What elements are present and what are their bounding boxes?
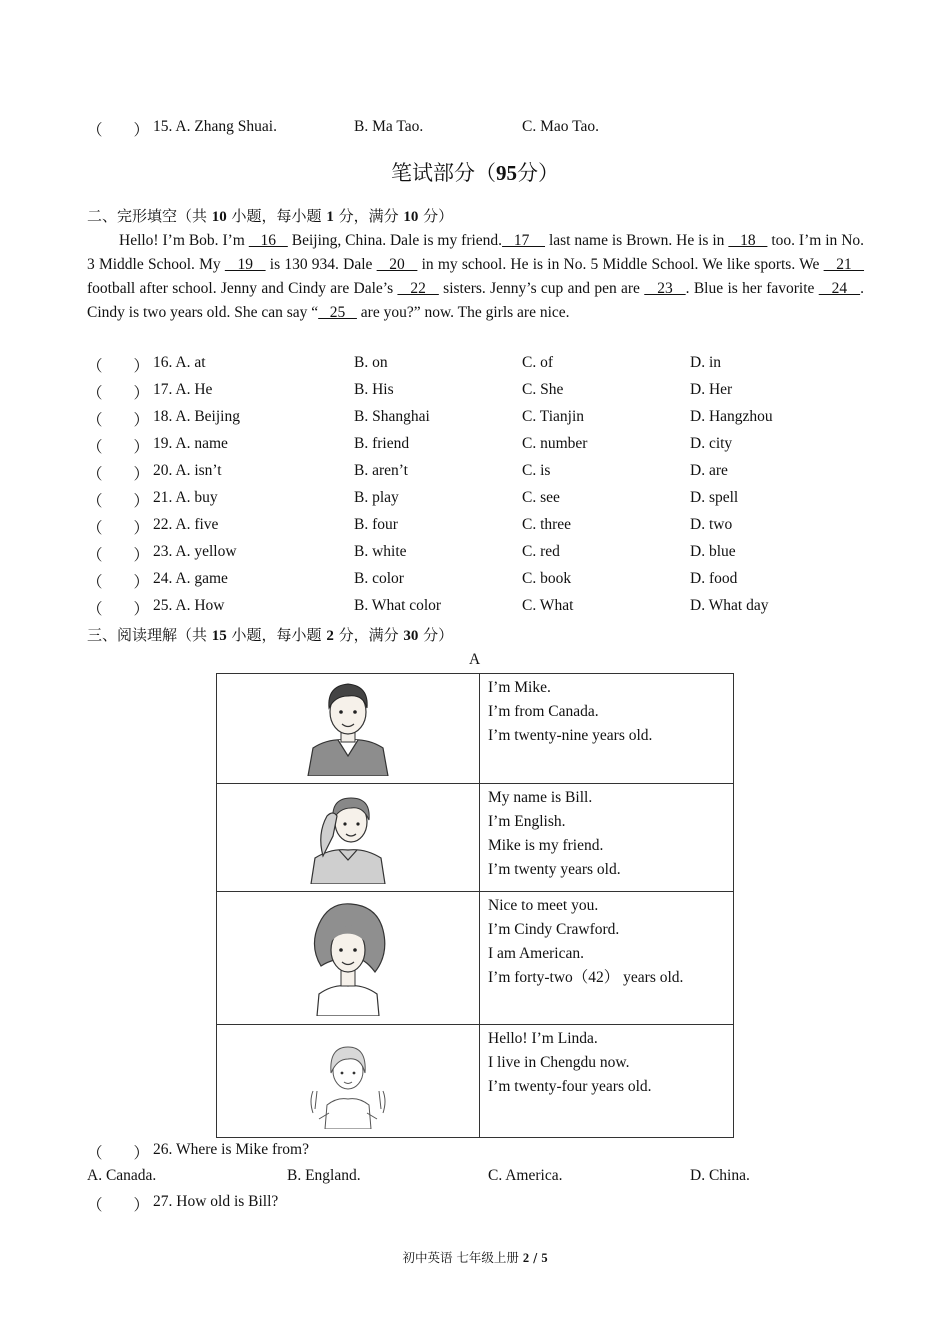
option-b: B. color [354,570,404,587]
blank-18[interactable]: 18 [728,232,768,249]
part-a-label: A [469,651,481,668]
answer-paren[interactable]: （ ） [87,385,150,402]
table-row [217,674,734,784]
q15-option-a: 15. A. Zhang Shuai. [153,118,277,135]
option-a: 18. A. Beijing [153,408,240,425]
option-c: C. three [522,516,572,533]
answer-paren[interactable]: （ ） [87,574,150,591]
option-d: D. Her [690,381,733,398]
blank-24[interactable]: 24 [818,280,861,297]
blank-19[interactable]: 19 [224,256,266,273]
option-b: B. aren’t [354,462,408,479]
section3-heading: 三、阅读理解（共 15 小题，每小题 2 分，满分 30 分） [87,626,454,644]
woman-portrait-icon [303,896,393,1016]
people-table [216,673,734,1138]
q15-option-c: C. Mao Tao. [522,118,599,135]
q26-option-b: B. England. [287,1167,361,1184]
option-d: D. food [690,570,738,587]
option-d: D. spell [690,489,739,506]
option-a: 24. A. game [153,570,228,587]
girl-portrait-icon [303,1029,393,1129]
blank-25[interactable]: 25 [318,304,357,321]
answer-paren[interactable]: （ ） [87,1197,150,1214]
portrait-cell [217,784,480,892]
option-a: 25. A. How [153,597,225,614]
option-c: C. What [522,597,574,614]
q26-option-c: C. America. [488,1167,563,1184]
person-text: Hello! I’m Linda. I live in Chengdu now. I’m twenty-four years old. [480,1025,734,1138]
man-portrait-icon [303,676,393,776]
person-text: I’m Mike. I’m from Canada. I’m twenty-nine years old. [480,674,734,784]
option-b: B. friend [354,435,410,452]
blank-17[interactable]: 17 [502,232,546,249]
answer-paren[interactable]: （ ） [87,439,150,456]
option-d: D. blue [690,543,736,560]
option-c: C. number [522,435,588,452]
q15-row [87,118,149,140]
answer-paren[interactable]: （ ） [87,466,150,483]
option-a: 17. A. He [153,381,213,398]
option-d: D. two [690,516,733,533]
answer-paren[interactable]: （ ） [87,358,150,375]
option-a: 22. A. five [153,516,219,533]
person-text: Nice to meet you. I’m Cindy Crawford. I am American. I’m forty-two（42） years old. [480,892,734,1025]
option-c: C. book [522,570,572,587]
answer-paren[interactable]: （ ） [87,412,150,429]
person-text: My name is Bill. I’m English. Mike is my friend. I’m twenty years old. [480,784,734,892]
option-b: B. play [354,489,399,506]
option-b: B. on [354,354,388,371]
option-d: D. are [690,462,728,479]
answer-paren[interactable]: （ ） [87,1145,150,1162]
answer-paren[interactable]: （ ） [87,520,150,537]
option-c: C. see [522,489,560,506]
option-b: B. His [354,381,394,398]
option-c: C. red [522,543,560,560]
option-b: B. Shanghai [354,408,430,425]
answer-paren[interactable]: （ ） [87,601,150,618]
option-d: D. city [690,435,733,452]
option-a: 19. A. name [153,435,228,452]
portrait-cell [217,892,480,1025]
blank-20[interactable]: 20 [376,256,418,273]
blank-22[interactable]: 22 [397,280,439,297]
option-c: C. She [522,381,564,398]
option-d: D. What day [690,597,769,614]
portrait-cell [217,1025,480,1138]
table-row [217,1025,734,1138]
option-d: D. in [690,354,721,371]
page-title: 笔试部分（95分） [391,161,559,185]
q15-option-b: B. Ma Tao. [354,118,424,135]
table-row [217,784,734,892]
answer-paren[interactable]: （ ） [87,547,150,564]
option-c: C. Tianjin [522,408,585,425]
q26-option-a: A. Canada. [87,1167,157,1184]
option-d: D. Hangzhou [690,408,773,425]
option-a: 20. A. isn’t [153,462,222,479]
blank-21[interactable]: 21 [823,256,865,273]
option-a: 16. A. at [153,354,206,371]
section2-heading: 二、完形填空（共 10 小题，每小题 1 分，满分 10 分） [87,207,454,225]
answer-paren[interactable]: （ ） [87,122,150,139]
boy-portrait-icon [303,786,393,884]
option-b: B. What color [354,597,442,614]
page-footer: 初中英语 七年级上册 2 / 5 [402,1250,548,1265]
answer-paren[interactable]: （ ） [87,493,150,510]
cloze-passage: Hello! I’m Bob. I’m 16 Beijing, China. Dale is my friend. 17 last name is Brown. He is in 18 too. I’m in No. 3 Middle School. My 19 is 130 934. Dale 20 in my school. He is in No. 5 Middle School. We like sports. We 21 football after school. Jenny and Cindy are Dale’s 22 sisters. Jenny’s cup and pen are 23 . Blue is her favorite 24 . Cindy is two years old. She can say “ 25 are you?” now. The girls are nice. [87,232,865,321]
option-b: B. four [354,516,398,533]
option-c: C. is [522,462,551,479]
option-c: C. of [522,354,553,371]
option-b: B. white [354,543,407,560]
blank-23[interactable]: 23 [644,280,686,297]
blank-16[interactable]: 16 [248,232,288,249]
option-a: 21. A. buy [153,489,218,506]
table-row [217,892,734,1025]
q26-option-d: D. China. [690,1167,750,1184]
option-a: 23. A. yellow [153,543,237,560]
q26-question: 26. Where is Mike from? [153,1141,309,1158]
portrait-cell [217,674,480,784]
q27-question: 27. How old is Bill? [153,1193,279,1210]
